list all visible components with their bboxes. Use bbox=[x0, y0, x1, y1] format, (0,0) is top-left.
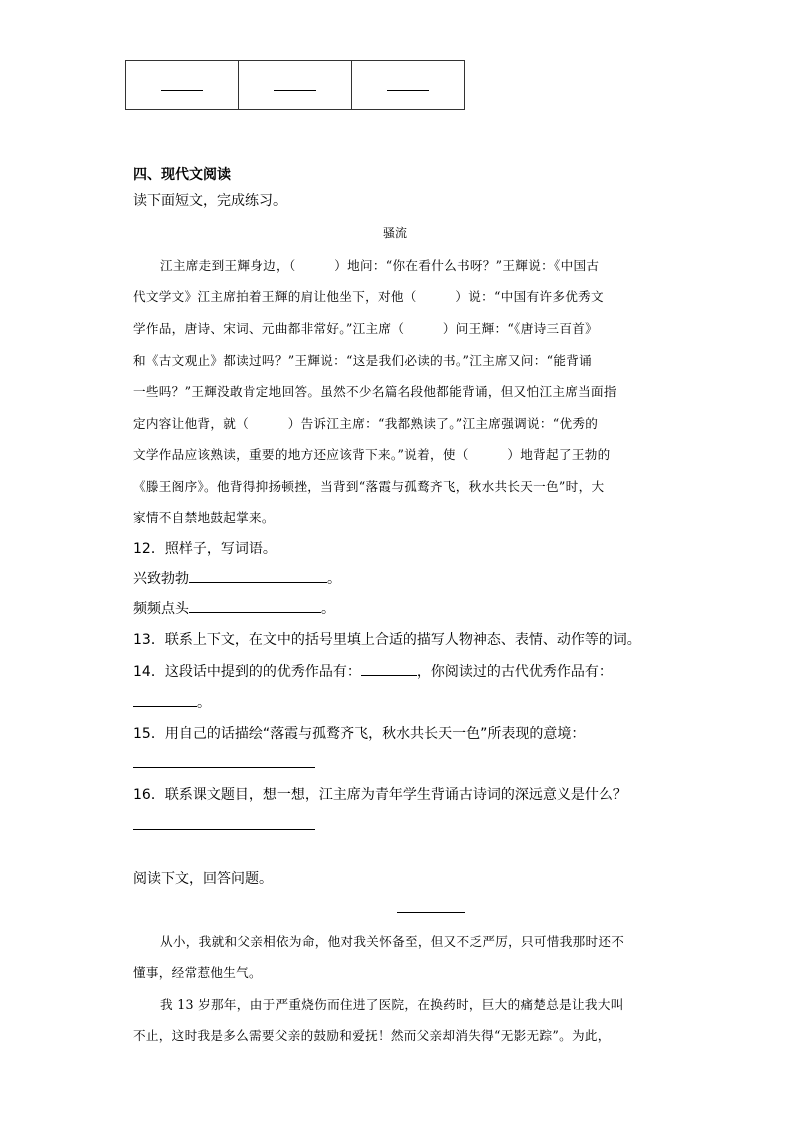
passage-line: 江主席走到王輝身边，（ ）地问：“你在看什么书呀？”王輝说：《中国古 bbox=[160, 258, 600, 273]
answer-cell-1[interactable] bbox=[126, 61, 239, 110]
answer-line[interactable] bbox=[133, 829, 315, 830]
blank-line bbox=[387, 89, 429, 91]
q12-row-2: 频频点头 。 bbox=[133, 601, 335, 617]
answer-blank[interactable] bbox=[361, 663, 417, 676]
blank-line bbox=[274, 89, 316, 91]
passage2-line: 从小，我就和父亲相依为命，他对我关怀备至，但又不乏严厉，只可惜我那时还不 bbox=[160, 934, 625, 949]
passage2-line: 懂事，经常惹他生气。 bbox=[133, 965, 262, 980]
answer-blank[interactable] bbox=[189, 600, 321, 613]
answer-line[interactable] bbox=[133, 767, 315, 768]
passage2-instruction: 阅读下文，回答问题。 bbox=[133, 871, 273, 887]
q12-row-1: 兴致勃勃 。 bbox=[133, 571, 341, 587]
passage-line: 一些吗？”王輝没敢肯定地回答。虽然不少名篇名段他都能背诵，但又怕江主席当面指 bbox=[133, 384, 617, 399]
passage-line: 学作品，唐诗、宋词、元曲都非常好。”江主席（ ）问王輝：“《唐诗三百首》 bbox=[133, 321, 599, 336]
answer-blank[interactable] bbox=[133, 694, 197, 707]
title-blank[interactable] bbox=[397, 912, 465, 913]
passage2-line: 我 13 岁那年，由于严重烧伤而住进了医院，在换药时，巨大的痛楚总是让我大叫 bbox=[160, 997, 624, 1012]
section-instruction: 读下面短文，完成练习。 bbox=[133, 193, 287, 209]
passage2-line: 不止，这时我是多么需要父亲的鼓励和爱抚！然而父亲却消失得“无影无踪”。为此， bbox=[133, 1028, 611, 1043]
q12-word-2: 频频点头 bbox=[133, 601, 189, 617]
question-13: 13．联系上下文，在文中的括号里填上合适的描写人物神态、表情、动作等的词。 bbox=[133, 632, 641, 648]
question-15: 15．用自己的话描绘“落霞与孤鹜齐飞，秋水共长天一色”所表现的意境： bbox=[133, 726, 586, 742]
answer-blank[interactable] bbox=[189, 570, 327, 583]
section-title: 四、现代文阅读 bbox=[133, 167, 231, 183]
passage-line: 家情不自禁地鼓起掌来。 bbox=[133, 510, 275, 525]
question-14: 14．这段话中提到的的优秀作品有： ，你阅读过的古代优秀作品有： bbox=[133, 664, 613, 680]
q12-word-1: 兴致勃勃 bbox=[133, 571, 189, 587]
passage-line: 文学作品应该熟读，重要的地方还应该背下来。”说着，使（ ）地背起了王勃的 bbox=[133, 447, 611, 462]
answer-table bbox=[125, 60, 465, 110]
passage-line: 和《古文观止》都读过吗？”王輝说：“这是我们必读的书。”江主席又问：“能背诵 bbox=[133, 353, 593, 368]
blank-line bbox=[161, 89, 203, 91]
question-16: 16．联系课文题目，想一想，江主席为青年学生背诵古诗词的深远意义是什么？ bbox=[133, 787, 627, 803]
question-12: 12．照样子，写词语。 bbox=[133, 541, 277, 557]
passage-line: 定内容让他背，就（ ）告诉江主席：“我都熟读了。”江主席强调说：“优秀的 bbox=[133, 416, 599, 431]
passage-line: 《滕王阁序》。他背得抑扬顿挫，当背到“落霞与孤鹜齐飞，秋水共长天一色”时，大 bbox=[133, 479, 605, 494]
passage-title: 骚流 bbox=[383, 226, 408, 240]
answer-cell-3[interactable] bbox=[352, 61, 465, 110]
q14-continuation: 。 bbox=[133, 692, 211, 712]
passage-line: 代文学文》江主席拍着王輝的肩让他坐下，对他（ ）说：“中国有许多优秀文 bbox=[133, 289, 604, 304]
answer-cell-2[interactable] bbox=[239, 61, 352, 110]
